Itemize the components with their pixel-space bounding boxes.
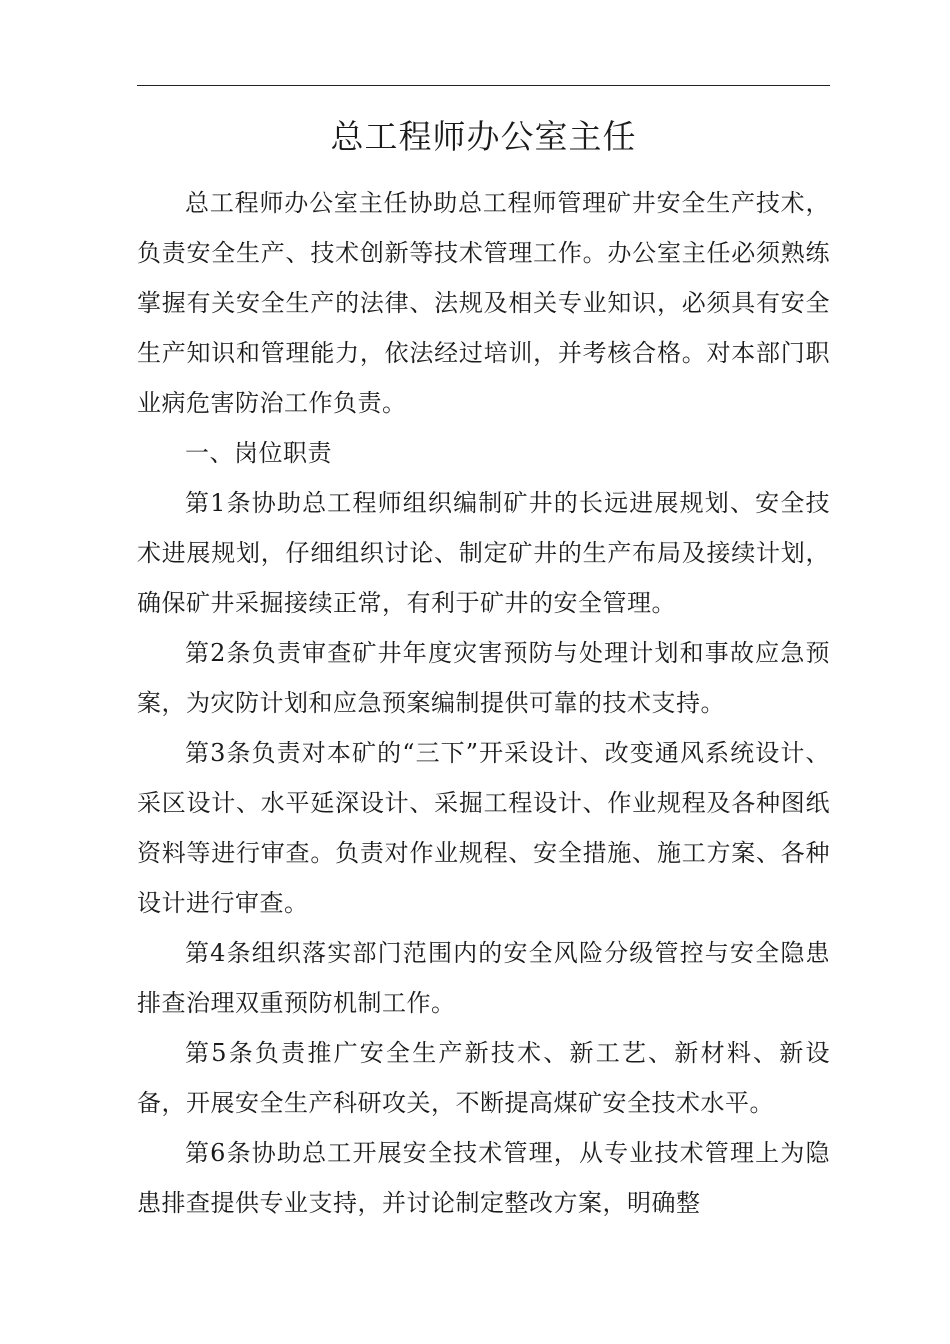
- article-6: 第6条协助总工开展安全技术管理，从专业技术管理上为隐患排查提供专业支持，并讨论制定整改方案，明确整: [137, 1139, 830, 1217]
- header-rule: [137, 85, 830, 86]
- document-body: [137, 178, 830, 1228]
- paragraph-intro: 总工程师办公室主任协助总工程师管理矿井安全生产技术，负责安全生产、技术创新等技术管理工作。办公室主任必须熟练掌握有关安全生产的法律、法规及相关专业知识，必须具有安全生产知识和管理能力，依法经过培训，并考核合格。对本部门职业病危害防治工作负责。: [137, 189, 830, 417]
- article-5: 第5条负责推广安全生产新技术、新工艺、新材料、新设备，开展安全生产科研攻关，不断提高煤矿安全技术水平。: [137, 1039, 830, 1117]
- page-title: 总工程师办公室主任: [330, 117, 637, 156]
- section-heading: 一、岗位职责: [185, 439, 332, 467]
- article-1: 第1条协助总工程师组织编制矿井的长远进展规划、安全技术进展规划，仔细组织讨论、制定矿井的生产布局及接续计划，确保矿井采掘接续正常，有利于矿井的安全管理。: [137, 489, 830, 617]
- article-4: 第4条组织落实部门范围内的安全风险分级管控与安全隐患排查治理双重预防机制工作。: [137, 939, 830, 1017]
- article-3: 第3条负责对本矿的“三下”开采设计、改变通风系统设计、采区设计、水平延深设计、采掘工程设计、作业规程及各种图纸资料等进行审查。负责对作业规程、安全措施、施工方案、各种设计进行审查。: [137, 739, 830, 917]
- article-2: 第2条负责审查矿井年度灾害预防与处理计划和事故应急预案，为灾防计划和应急预案编制提供可靠的技术支持。: [137, 639, 830, 717]
